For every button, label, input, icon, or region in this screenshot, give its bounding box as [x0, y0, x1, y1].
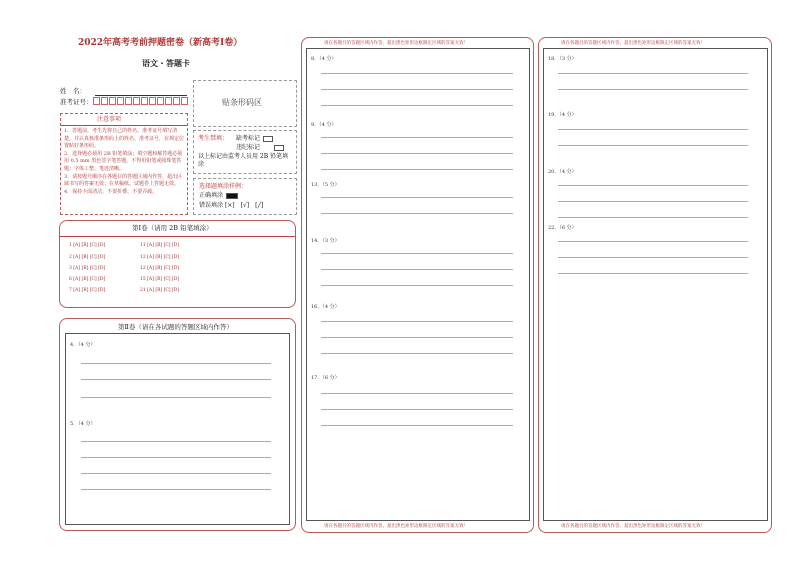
part2-title: 第Ⅱ卷（请在各试题的答题区域内作答）	[118, 323, 233, 331]
answer-line[interactable]	[321, 337, 513, 338]
bottom-warning: 请在各题目的答题区域内作答，超出黑色矩形边框限定区域的答案无效！	[561, 524, 705, 529]
part1-section	[59, 220, 296, 308]
part2-section	[59, 318, 296, 531]
notice-item: 2．选择题必须用 2B 铅笔填涂；填空题和解答题必须用 0.5 mm 黑色签字笔答题，不得用铅笔或圆珠笔答题；字体工整、笔迹清晰。	[64, 150, 183, 172]
answer-line[interactable]	[321, 197, 513, 198]
question-label: 18．（3 分）	[548, 56, 577, 62]
answer-line[interactable]	[81, 363, 271, 364]
answer-line[interactable]	[81, 441, 271, 442]
question-label: 16．（4 分）	[311, 304, 340, 310]
question-label: 22．（6 分）	[548, 225, 577, 231]
exam-id-digit-box[interactable]	[157, 97, 164, 105]
violation-label: 违纪标记	[236, 144, 261, 151]
exam-id-digit-box[interactable]	[133, 97, 140, 105]
mc-row[interactable]: 1 [A] [B] [C] [D]	[69, 243, 106, 248]
answer-line[interactable]	[321, 169, 513, 170]
answer-line[interactable]	[321, 409, 513, 410]
right-answer-section	[538, 37, 772, 533]
question-label: 20．（4 分）	[548, 169, 577, 175]
exam-id-digit-box[interactable]	[101, 97, 108, 105]
answer-line[interactable]	[321, 137, 513, 138]
exam-id-digit-box[interactable]	[125, 97, 132, 105]
exam-id-digit-box[interactable]	[173, 97, 180, 105]
fill-example-title: 选择题填涂样例：	[199, 183, 248, 190]
question-label: 8．（4 分）	[311, 56, 337, 62]
notice-list	[64, 128, 186, 196]
candidate-note: 以上标记由监考人员用 2B 铅笔填涂	[198, 153, 289, 168]
answer-line[interactable]	[321, 353, 513, 354]
answer-line[interactable]	[558, 129, 748, 130]
mc-row[interactable]: 21 [A] [B] [C] [D]	[140, 288, 180, 293]
answer-line[interactable]	[558, 185, 748, 186]
answer-line[interactable]	[321, 153, 513, 154]
answer-line[interactable]	[321, 425, 513, 426]
question-label: 5．（4 分）	[70, 421, 96, 427]
correct-fill-label: 正确填涂	[199, 192, 224, 199]
exam-id-digit-box[interactable]	[141, 97, 148, 105]
answer-line[interactable]	[321, 73, 513, 74]
part2-answer-frame	[65, 333, 290, 525]
answer-line[interactable]	[558, 73, 748, 74]
answer-line[interactable]	[558, 257, 748, 258]
answer-line[interactable]	[81, 457, 271, 458]
answer-line[interactable]	[321, 213, 513, 214]
answer-line[interactable]	[558, 217, 748, 218]
answer-line[interactable]	[81, 379, 271, 380]
exam-id-digit-box[interactable]	[117, 97, 124, 105]
question-label: 4．（4 分）	[70, 342, 96, 348]
answer-line[interactable]	[81, 473, 271, 474]
exam-id-label: 准考证号：	[60, 98, 93, 106]
answer-line[interactable]	[321, 105, 513, 106]
answer-line[interactable]	[81, 489, 271, 490]
notice-item: 1．答题前，考生先将自己的姓名，准考证号填写清楚，并认真核准条形码上的姓名、准考证号，在规定位置贴好条形码。	[64, 128, 185, 150]
top-warning: 请在各题目的答题区域内作答，超出黑色矩形边框限定区域的答案无效！	[324, 41, 468, 46]
question-label: 13．（5 分）	[311, 182, 340, 188]
question-label: 19．（4 分）	[548, 112, 577, 118]
absent-label: 缺考标记	[236, 135, 261, 142]
mc-row[interactable]: 2 [A] [B] [C] [D]	[69, 255, 106, 260]
exam-id-digit-box[interactable]	[165, 97, 172, 105]
middle-answer-section	[301, 37, 534, 533]
barcode-label: 贴条形码区	[222, 98, 262, 107]
exam-id-digit-box[interactable]	[109, 97, 116, 105]
mc-row[interactable]: 6 [A] [B] [C] [D]	[69, 277, 106, 282]
answer-line[interactable]	[321, 321, 513, 322]
question-label: 14．（3 分）	[311, 238, 340, 244]
notice-title: 注意事项	[97, 116, 122, 123]
exam-id-digit-box[interactable]	[149, 97, 156, 105]
part1-title: 第Ⅰ卷（请用 2B 铅笔填涂）	[132, 224, 213, 232]
notice-item: 4．保持卡面清洁，不要折叠、不要弄破。	[64, 188, 158, 195]
exam-id-digit-box[interactable]	[181, 97, 188, 105]
violation-checkbox[interactable]	[274, 145, 284, 151]
bottom-warning: 请在各题目的答题区域内作答，超出黑色矩形边框限定区域的答案无效！	[324, 524, 468, 529]
mc-row[interactable]: 3 [A] [B] [C] [D]	[69, 266, 106, 271]
question-label: 17．（6 分）	[311, 375, 340, 381]
wrong-fill-samples: [×] [√] [╱]	[224, 202, 264, 209]
mc-row[interactable]: 12 [A] [B] [C] [D]	[140, 255, 180, 260]
answer-line[interactable]	[558, 89, 748, 90]
answer-line[interactable]	[558, 273, 748, 274]
right-answer-frame	[543, 48, 768, 521]
notice-box	[60, 113, 188, 215]
name-label: 姓 名：	[60, 87, 86, 95]
middle-answer-frame	[306, 48, 530, 521]
answer-line[interactable]	[321, 393, 513, 394]
answer-line[interactable]	[321, 269, 513, 270]
wrong-fill-label: 错误填涂	[199, 202, 224, 209]
page-title: 2022年高考考前押题密卷（新高考Ⅰ卷）	[78, 38, 243, 48]
answer-line[interactable]	[558, 241, 748, 242]
question-label: 9．（4 分）	[311, 122, 337, 128]
barcode-area[interactable]	[193, 80, 297, 127]
answer-line[interactable]	[558, 201, 748, 202]
correct-fill-sample	[226, 193, 238, 199]
fill-example-box	[193, 178, 297, 215]
exam-id-boxes[interactable]	[93, 97, 187, 107]
mc-row[interactable]: 12 [A] [B] [C] [D]	[140, 266, 180, 271]
mc-row[interactable]: 15 [A] [B] [C] [D]	[140, 277, 180, 282]
name-field[interactable]	[95, 95, 187, 96]
absent-checkbox[interactable]	[263, 136, 273, 142]
page-subtitle: 语文・答题卡	[142, 58, 190, 68]
mc-row[interactable]: 11 [A] [B] [C] [D]	[140, 243, 180, 248]
candidate-label: 考生禁填：	[198, 135, 229, 142]
top-warning: 请在各题目的答题区域内作答，超出黑色矩形边框限定区域的答案无效！	[561, 41, 705, 46]
notice-item: 3．请按题号顺序在各题目的答题区域内作答，超出区域书写的答案无效；在草稿纸、试题卷上答题无效。	[64, 173, 183, 188]
mc-row[interactable]: 7 [A] [B] [C] [D]	[69, 288, 106, 293]
exam-id-digit-box[interactable]	[93, 97, 100, 105]
answer-line[interactable]	[321, 253, 513, 254]
answer-line[interactable]	[81, 397, 271, 398]
answer-line[interactable]	[321, 89, 513, 90]
answer-line[interactable]	[321, 285, 513, 286]
answer-line[interactable]	[558, 145, 748, 146]
candidate-mark-box	[193, 130, 297, 174]
